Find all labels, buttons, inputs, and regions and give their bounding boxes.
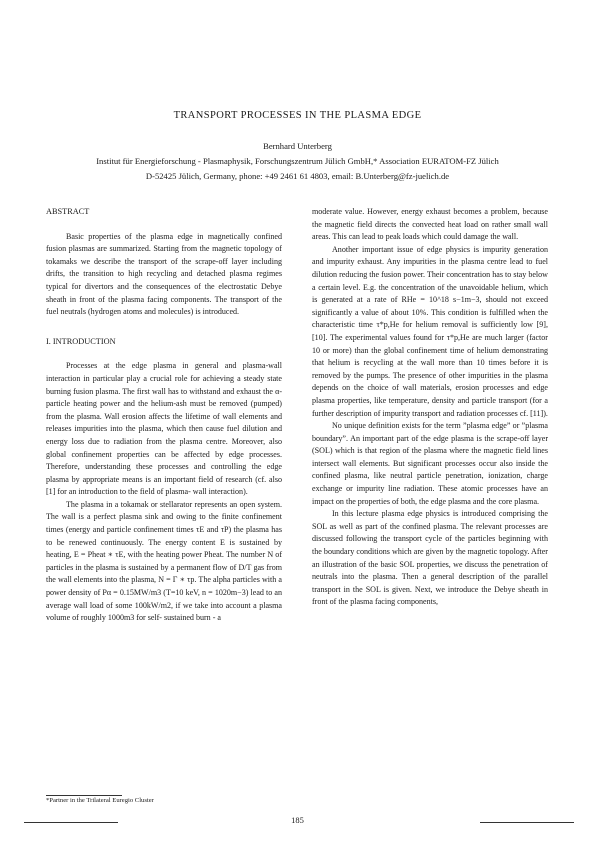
intro-paragraph-1: Processes at the edge plasma in general and plasma-wall interaction in particular play a crucial role for achieving a steady state burning fusion plasma. The first wall has to withstand and exhaust the α- particle heating power and the helium-ash must be removed (pumped) from the plasma. Wall erosion affects the lifetime of wall elements and releases impurities into the plasma, which then cause fuel dilution and energy loss due to radiation from the plasma centre. Moreover, also global confinement properties can be affected by edge processes. Therefore, understanding these processes and controlling the edge plasma by appropriate means is an important field of research (cf. also [1] for an introduction to the field of plasma- wall interaction).: [46, 361, 282, 497]
affiliation-line-1: Institut für Energieforschung - Plasmaphysik, Forschungszentrum Jülich GmbH,* Association EURATOM-FZ Jülich: [96, 156, 499, 166]
left-column: [46, 206, 282, 625]
right-paragraph-4: In this lecture plasma edge physics is introduced comprising the SOL as well as part of the confined plasma. The relevant processes are discussed following the transport cycle of the particles beginning with the boundary conditions which are given by the magnetic topology. After an illustration of the basic SOL properties, we discuss the penetration of neutrals into the plasma. Then a general description of the parallel transport in the SOL is given. Next, we introduce the Debye sheath in front of the plasma facing components,: [312, 509, 548, 607]
paper-title: TRANSPORT PROCESSES IN THE PLASMA EDGE: [173, 110, 422, 121]
footnote: *Partner in the Trilateral Euregio Cluster: [46, 797, 154, 804]
abstract-heading: ABSTRACT: [46, 207, 90, 216]
right-paragraph-1: moderate value. However, energy exhaust becomes a problem, because the magnetic field directs the convected heat load on rather small wall areas. This can lead to peak loads which could damage the wall.: [312, 207, 548, 242]
intro-paragraph-2: The plasma in a tokamak or stellarator represents an open system. The wall is a perfect plasma sink and owing to the finite confinement times (energy and particle confinement times τE and τP) the plasma has to be renewed continuously. The energy content E is sustained by heating, E = Pheat ∗ τE, with the heating power Pheat. The number N of particles in the plasma is sustained by a permanent flow of D/T gas from the wall elements into the plasma, N = Γ ∗ τp. The alpha particles with a power density of Pα = 0.15MW/m3 (T=10 keV, n = 1020m−3) lead to an average wall load of some 100kW/m2, if we take into account a plasma volume of roughly 1000m3 for self- sustained burn - a: [46, 499, 282, 623]
page-number: 185: [291, 815, 304, 825]
introduction-heading: I. INTRODUCTION: [46, 336, 116, 346]
bottom-rule-right: [480, 822, 574, 823]
footnote-rule: [46, 795, 122, 796]
right-paragraph-3: No unique definition exists for the term ”plasma edge” or ”plasma boundary”. An important part of the edge plasma is the scrape-off layer (SOL) which is that region of the plasma where the magnetic field lines intersect wall elements. But significant processes occur also inside the confined plasma, like neutral particle penetration, ionization, charge exchange or impurity line radiation. These atomic processes have an impact on the properties of both, the edge plasma and the core plasma.: [312, 421, 548, 506]
right-column: [312, 206, 548, 609]
affiliation: [0, 154, 595, 184]
author-name: Bernhard Unterberg: [263, 141, 332, 151]
abstract-text: Basic properties of the plasma edge in magnetically confined fusion plasmas are summarized. Starting from the magnetic topology of tokamaks we describe the transport of the scrape-off layer including drifts, the transition to high recycling and detached plasma regimes typical for divertors and the consequences of the electrostatic Debye sheath in front of the plasma facing components. The transport of the fuel neutrals (hydrogen atoms and molecules) is introduced.: [46, 231, 282, 317]
right-paragraph-2: Another important issue of edge physics is impurity generation and impurity exhaust. Any impurities in the plasma centre lead to fuel dilution reducing the fusion power. Their concentration has to stay below a certain level. E.g. the concentration of the unavoidable helium, which is generated at a rate of RHe = 10^18 s−1m−3, should not exceed significantly a value of about 10%. This condition is fulfilled when the characteristic time τ*p,He for helium removal is sufficiently low [9], [10]. The experimental values found for τ*p,He are much larger (factor 10 or more) than the global confinement time of helium demonstrating that helium is recycling at the wall more than 10 times before it is removed by the pumps. The presence of other impurities in the plasma depends on the choice of wall materials, erosion processes and edge plasma properties, like temperature, density and particle transport (for a further description of impurity transport and radiation processes cf. [11]).: [312, 244, 548, 418]
affiliation-line-2: D-52425 Jülich, Germany, phone: +49 2461 61 4803, email: B.Unterberg@fz-juelich.de: [145, 171, 450, 181]
